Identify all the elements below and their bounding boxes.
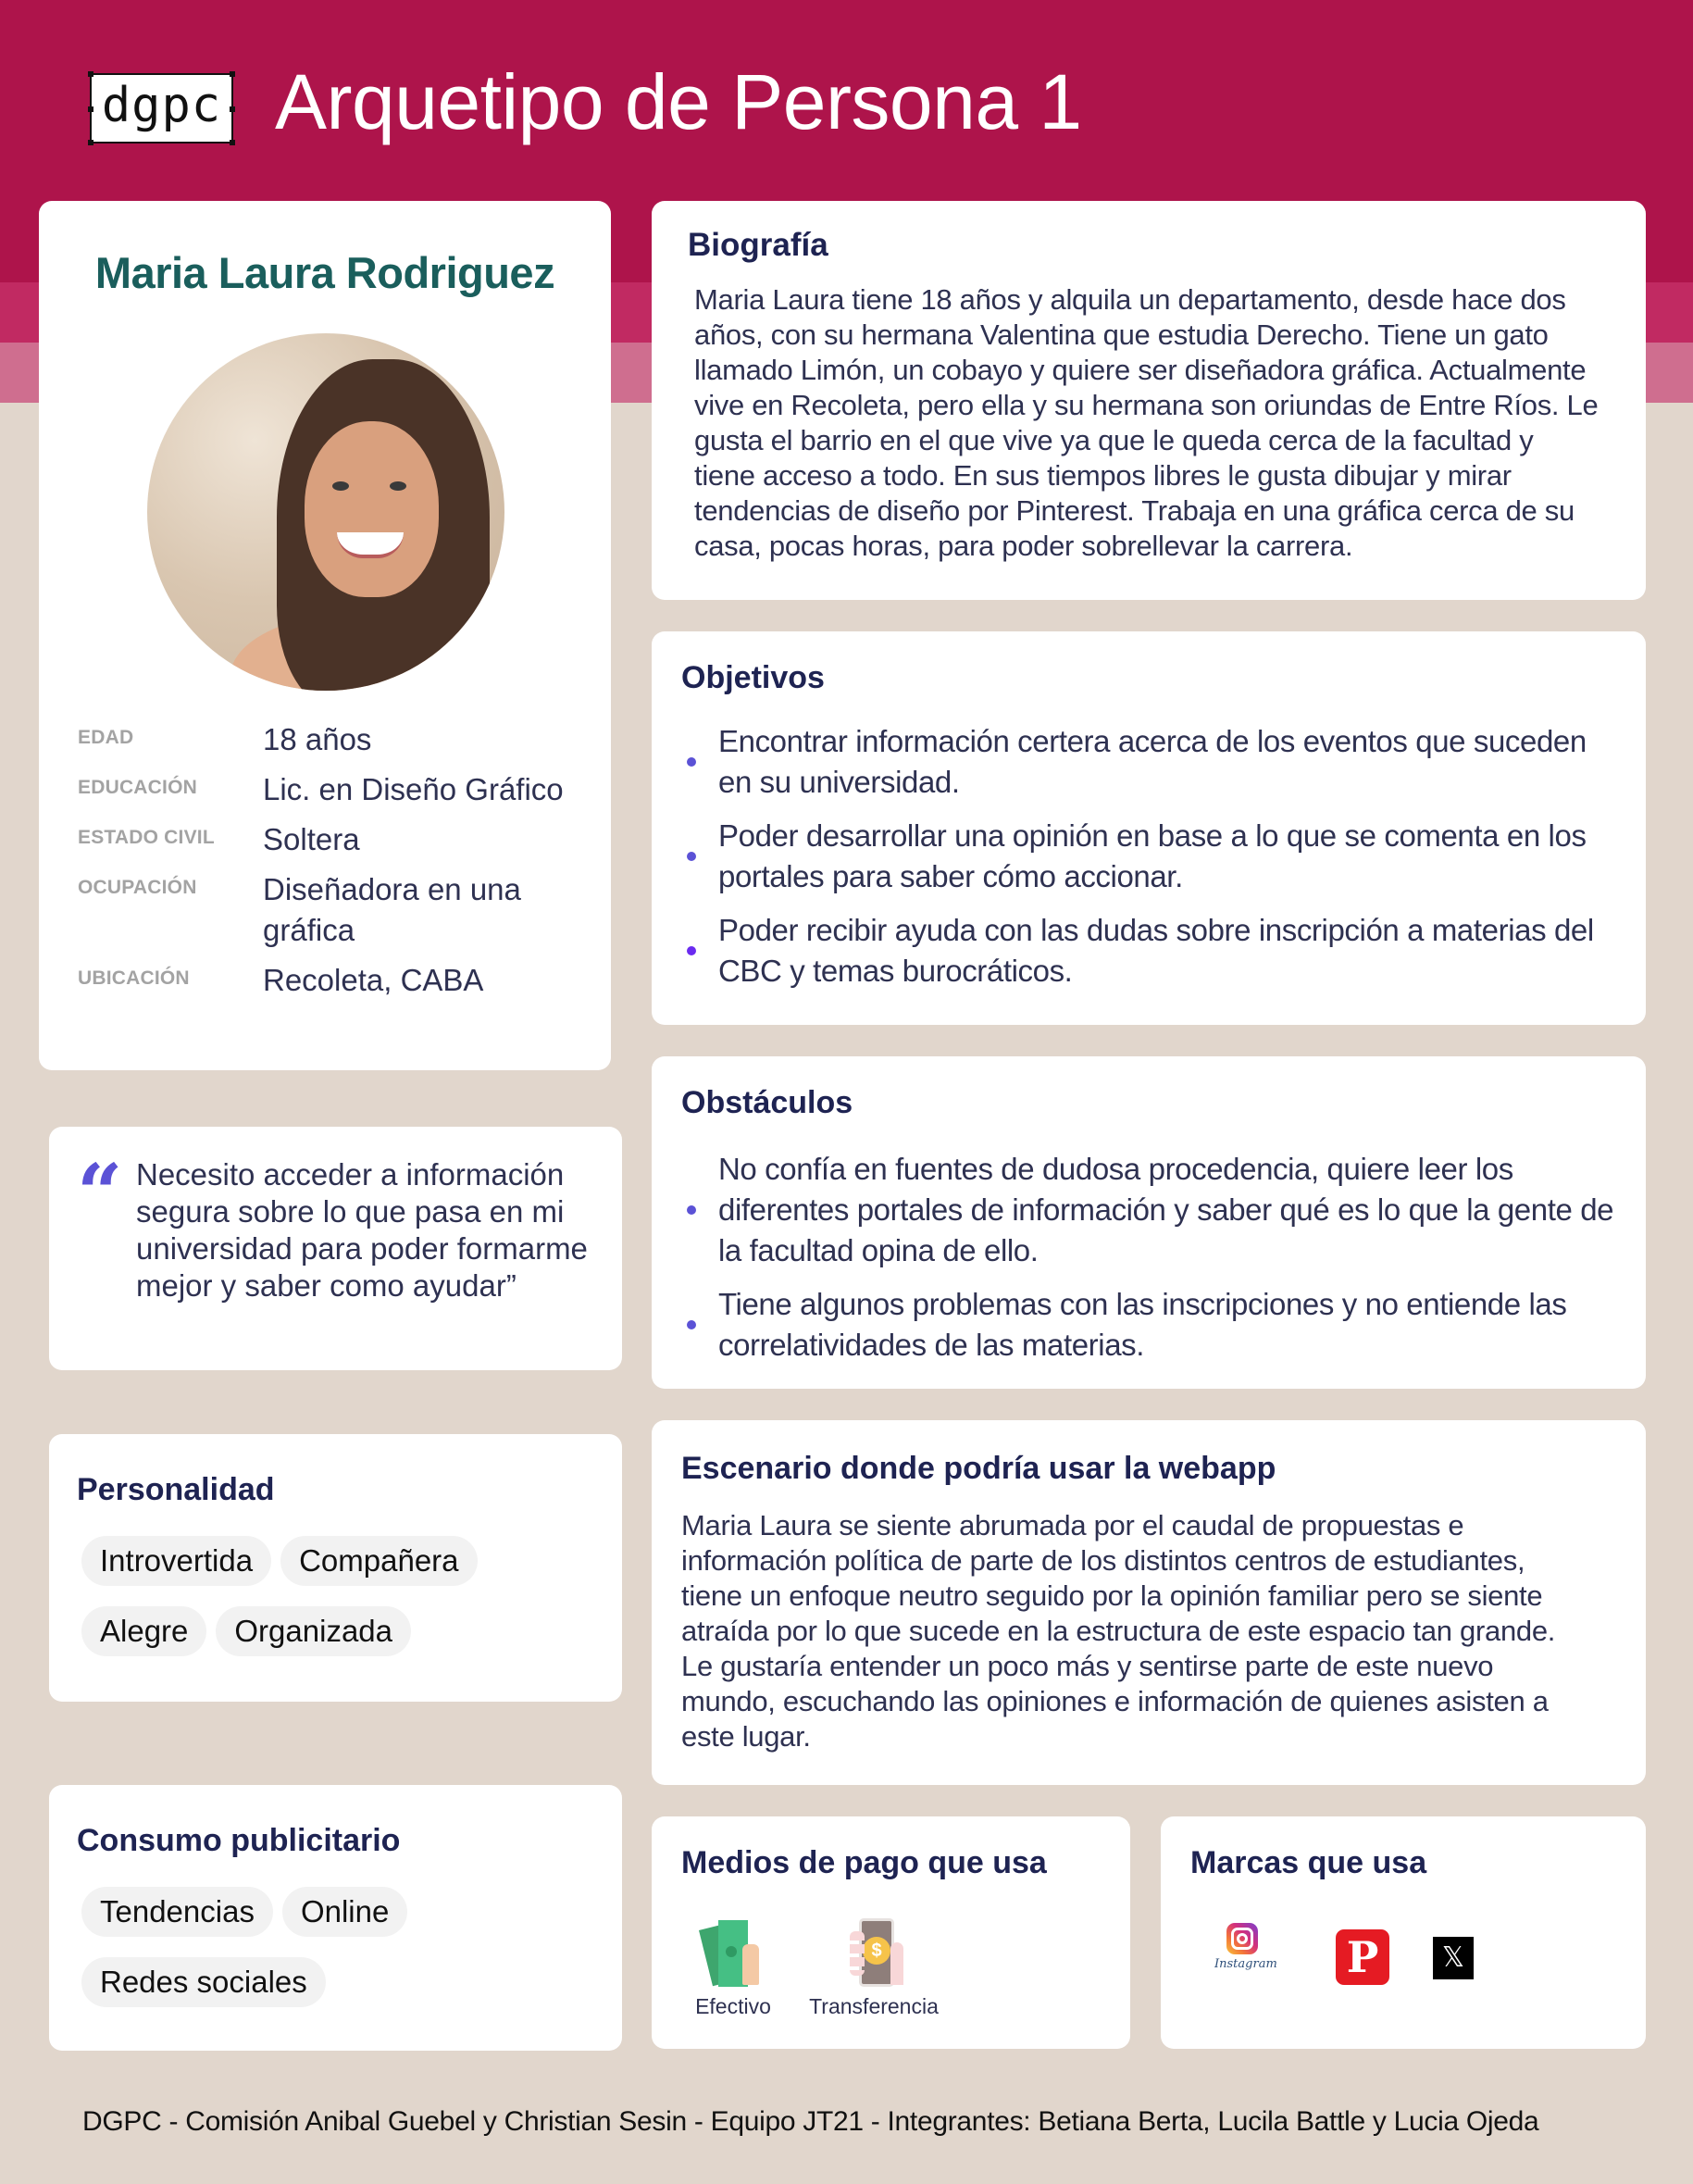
detail-label: UBICACIÓN xyxy=(78,967,190,989)
personality-title: Personalidad xyxy=(77,1472,275,1507)
obstacles-title: Obstáculos xyxy=(681,1085,853,1120)
ad-consumption-tag: Tendencias xyxy=(81,1887,273,1937)
goal-item xyxy=(681,910,1618,992)
detail-row-ubicacion xyxy=(78,960,596,1001)
detail-value: Soltera xyxy=(263,822,360,856)
detail-label: ESTADO CIVIL xyxy=(78,827,215,848)
phone-transfer-icon: $ xyxy=(846,1918,902,1987)
bullet-icon xyxy=(687,757,696,767)
persona-name: Maria Laura Rodriguez xyxy=(94,248,555,297)
logo-handle xyxy=(230,71,235,77)
obstacle-text: Tiene algunos problemas con las inscripciones y no entiende las correlatividades de las materias. xyxy=(718,1287,1567,1362)
instagram-logo xyxy=(1226,1923,1258,1954)
personality-tag: Introvertida xyxy=(81,1536,271,1586)
detail-value: 18 años xyxy=(263,722,372,756)
ad-consumption-tag: Online xyxy=(282,1887,407,1937)
personality-tag: Organizada xyxy=(216,1606,411,1656)
goals-card xyxy=(652,631,1646,1025)
detail-label: EDUCACIÓN xyxy=(78,777,197,798)
detail-row-edad xyxy=(78,719,596,760)
brands-title: Marcas que usa xyxy=(1190,1845,1427,1880)
personality-tags xyxy=(81,1536,581,1656)
profile-details xyxy=(78,719,596,1010)
goal-item xyxy=(681,721,1618,803)
avatar-eye xyxy=(390,481,406,491)
ad-consumption-title: Consumo publicitario xyxy=(77,1823,401,1858)
logo-handle xyxy=(230,140,235,145)
brands-card xyxy=(1161,1816,1646,2049)
goals-title: Objetivos xyxy=(681,660,825,695)
goal-item xyxy=(681,816,1618,897)
quote-text: Necesito acceder a información segura sobre lo que pasa en mi universidad para poder formarme mejor y saber como ayudar” xyxy=(136,1157,588,1303)
ad-consumption-card xyxy=(49,1785,622,2051)
scenario-text: Maria Laura se siente abrumada por el caudal de propuestas e información política de parte de los distintos centros de estudiantes, tiene un enfoque neutro seguido por la opinión familiar pero se siente atraída por lo que sucede en la estructura de este espacio tan grande. Le gustaría entender un poco más y sentirse parte de este nuevo mundo, escuchando las opiniones e información de quienes asisten a este lugar. xyxy=(681,1509,1556,1753)
ad-consumption-tag: Redes sociales xyxy=(81,1957,326,2007)
bullet-icon xyxy=(687,1205,696,1215)
detail-label: EDAD xyxy=(78,727,134,748)
avatar-eye xyxy=(332,481,349,491)
obstacles-card xyxy=(652,1056,1646,1389)
goal-text: Poder recibir ayuda con las dudas sobre inscripción a materias del CBC y temas burocráticos. xyxy=(718,913,1594,988)
detail-row-educacion xyxy=(78,769,596,810)
payment-method-label: Transferencia xyxy=(809,1994,939,2018)
profile-card xyxy=(39,201,611,1070)
instagram-wordmark: Instagram xyxy=(1214,1957,1277,1971)
x-icon: 𝕏 xyxy=(1433,1937,1474,1979)
goals-list xyxy=(681,721,1618,1005)
logo-handle xyxy=(88,140,93,145)
logo-handle xyxy=(88,71,93,77)
detail-row-ocupacion xyxy=(78,869,596,951)
goal-text: Poder desarrollar una opinión en base a lo que se comenta en los portales para saber cómo accionar. xyxy=(718,818,1587,893)
payment-methods-title: Medios de pago que usa xyxy=(681,1845,1047,1880)
quote-card xyxy=(49,1127,622,1370)
cash-icon xyxy=(705,1918,761,1987)
biography-text: Maria Laura tiene 18 años y alquila un departamento, desde hace dos años, con su hermana Valentina que estudia Derecho. Tiene un gato llamado Limón, un cobayo y quiere ser diseñadora gráfica. Actualmente vive en Recoleta, pero ella y su hermana son oriundas de Entre Ríos. Le gusta el barrio en el que vive ya que le queda cerca de la facultad y tiene acceso a todo. En sus tiempos libres le gusta dibujar y mirar tendencias de diseño por Pinterest. Trabaja en una gráfica cerca de su casa, pocas horas, para poder sobrellevar la carrera. xyxy=(694,283,1599,562)
instagram-icon xyxy=(1214,1923,1277,1971)
footer-credits: DGPC - Comisión Anibal Guebel y Christian Sesin - Equipo JT21 - Integrantes: Betiana Berta, Lucila Battle y Lucia Ojeda xyxy=(82,2106,1539,2137)
personality-tag: Compañera xyxy=(280,1536,477,1586)
scenario-title: Escenario donde podría usar la webapp xyxy=(681,1451,1276,1486)
detail-label: OCUPACIÓN xyxy=(78,877,197,898)
bullet-icon xyxy=(687,946,696,955)
pinterest-icon: P xyxy=(1336,1929,1389,1985)
payment-method-label: Efectivo xyxy=(695,1994,771,2018)
bullet-icon xyxy=(687,852,696,861)
avatar-face xyxy=(305,421,439,597)
page-title: Arquetipo de Persona 1 xyxy=(275,58,1082,145)
scenario-card xyxy=(652,1420,1646,1785)
personality-tag: Alegre xyxy=(81,1606,206,1656)
payment-method-transfer xyxy=(800,1918,948,2019)
personality-card xyxy=(49,1434,622,1702)
logo-handle xyxy=(88,106,93,112)
detail-value: Recoleta, CABA xyxy=(263,963,484,997)
avatar xyxy=(147,333,504,691)
payment-method-cash xyxy=(687,1918,779,2019)
goal-text: Encontrar información certera acerca de los eventos que suceden en su universidad. xyxy=(718,724,1587,799)
ad-consumption-tags xyxy=(81,1887,517,2007)
biography-card xyxy=(652,201,1646,600)
obstacle-item xyxy=(681,1149,1618,1271)
detail-row-estado-civil xyxy=(78,819,596,860)
bullet-icon xyxy=(687,1320,696,1329)
quote-icon: “ xyxy=(77,1147,123,1241)
payment-methods-card xyxy=(652,1816,1130,2049)
obstacle-text: No confía en fuentes de dudosa procedencia, quiere leer los diferentes portales de información y saber qué es lo que la gente de la facultad opina de ello. xyxy=(718,1152,1614,1267)
dgpc-logo xyxy=(90,73,233,144)
logo-text: dgpc xyxy=(101,78,222,133)
obstacle-item xyxy=(681,1284,1618,1366)
detail-value: Lic. en Diseño Gráfico xyxy=(263,772,564,806)
logo-handle xyxy=(230,106,235,112)
detail-value: Diseñadora en una gráfica xyxy=(263,872,521,947)
biography-title: Biografía xyxy=(688,227,828,263)
obstacles-list xyxy=(681,1149,1618,1379)
